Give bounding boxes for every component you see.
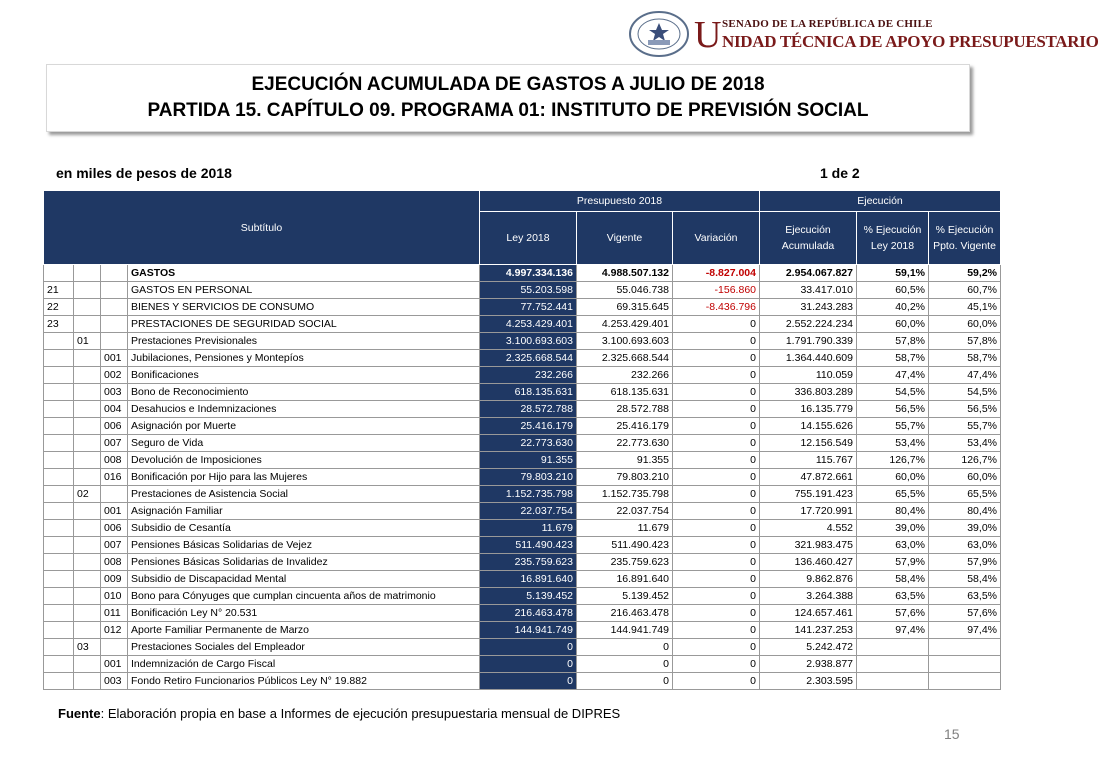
cell-pct-vigente: 59,2% [929, 265, 1001, 282]
cell-pct-ley: 57,9% [857, 554, 929, 571]
cell-vigente: 0 [577, 656, 673, 673]
page-title-line2: PARTIDA 15. CAPÍTULO 09. PROGRAMA 01: INSTITUTO DE PREVISIÓN SOCIAL [147, 100, 869, 121]
table-row [44, 486, 1001, 503]
cell-vigente: 235.759.623 [577, 554, 673, 571]
cell-denominacion: GASTOS EN PERSONAL [128, 282, 480, 299]
cell-subtitulo [44, 265, 74, 282]
cell-pct-vigente: 126,7% [929, 452, 1001, 469]
cell-item [74, 656, 101, 673]
cell-subtitulo [44, 469, 74, 486]
cell-item: 02 [74, 486, 101, 503]
cell-pct-ley: 57,6% [857, 605, 929, 622]
cell-item [74, 520, 101, 537]
cell-denominacion: Indemnización de Cargo Fiscal [128, 656, 480, 673]
cell-denominacion: Prestaciones Previsionales [128, 333, 480, 350]
header-presupuesto: Presupuesto 2018 [480, 191, 760, 212]
cell-vigente: 5.139.452 [577, 588, 673, 605]
header-pct-vigente: % Ejecución Ppto. Vigente [929, 212, 1001, 265]
table-row [44, 401, 1001, 418]
cell-pct-vigente: 65,5% [929, 486, 1001, 503]
cell-denominacion: GASTOS [128, 265, 480, 282]
cell-item: 01 [74, 333, 101, 350]
units-label: en miles de pesos de 2018 [56, 165, 232, 181]
cell-vigente: 1.152.735.798 [577, 486, 673, 503]
cell-variacion: 0 [673, 384, 760, 401]
cell-pct-vigente: 39,0% [929, 520, 1001, 537]
cell-subtitulo [44, 673, 74, 690]
cell-denominacion: Prestaciones de Asistencia Social [128, 486, 480, 503]
cell-denominacion: Asignación por Muerte [128, 418, 480, 435]
cell-ley: 216.463.478 [480, 605, 577, 622]
cell-subtitulo: 22 [44, 299, 74, 316]
cell-vigente: 144.941.749 [577, 622, 673, 639]
cell-ejecucion: 5.242.472 [760, 639, 857, 656]
cell-pct-ley: 80,4% [857, 503, 929, 520]
cell-subtitulo [44, 537, 74, 554]
cell-pct-ley: 53,4% [857, 435, 929, 452]
cell-asignacion: 003 [101, 673, 128, 690]
cell-pct-vigente: 54,5% [929, 384, 1001, 401]
header-ejec-acumulada: Ejecución Acumulada [760, 212, 857, 265]
cell-ejecucion: 336.803.289 [760, 384, 857, 401]
cell-subtitulo [44, 435, 74, 452]
cell-item [74, 503, 101, 520]
cell-asignacion: 003 [101, 384, 128, 401]
cell-subtitulo [44, 656, 74, 673]
cell-variacion: -156.860 [673, 282, 760, 299]
cell-ejecucion: 136.460.427 [760, 554, 857, 571]
cell-pct-vigente: 55,7% [929, 418, 1001, 435]
cell-asignacion: 008 [101, 554, 128, 571]
cell-ejecucion: 17.720.991 [760, 503, 857, 520]
cell-item [74, 571, 101, 588]
cell-variacion: 0 [673, 588, 760, 605]
cell-variacion: 0 [673, 656, 760, 673]
cell-ley: 235.759.623 [480, 554, 577, 571]
cell-denominacion: BIENES Y SERVICIOS DE CONSUMO [128, 299, 480, 316]
cell-ejecucion: 2.954.067.827 [760, 265, 857, 282]
org-line1: SENADO DE LA REPÚBLICA DE CHILE [722, 18, 933, 30]
table-row [44, 282, 1001, 299]
cell-vigente: 28.572.788 [577, 401, 673, 418]
cell-pct-vigente: 57,6% [929, 605, 1001, 622]
cell-ley: 0 [480, 639, 577, 656]
cell-pct-ley: 126,7% [857, 452, 929, 469]
cell-item [74, 316, 101, 333]
cell-ley: 0 [480, 656, 577, 673]
cell-item [74, 435, 101, 452]
cell-subtitulo [44, 384, 74, 401]
cell-pct-vigente [929, 673, 1001, 690]
cell-variacion: 0 [673, 673, 760, 690]
cell-ejecucion: 1.791.790.339 [760, 333, 857, 350]
cell-subtitulo [44, 605, 74, 622]
cell-ejecucion: 2.303.595 [760, 673, 857, 690]
cell-pct-vigente: 53,4% [929, 435, 1001, 452]
cell-ley: 5.139.452 [480, 588, 577, 605]
cell-asignacion: 001 [101, 350, 128, 367]
budget-table [43, 190, 1001, 690]
cell-denominacion: Pensiones Básicas Solidarias de Vejez [128, 537, 480, 554]
cell-asignacion [101, 316, 128, 333]
cell-pct-vigente: 58,7% [929, 350, 1001, 367]
cell-variacion: 0 [673, 367, 760, 384]
cell-ejecucion: 755.191.423 [760, 486, 857, 503]
cell-pct-ley: 57,8% [857, 333, 929, 350]
cell-denominacion: Bonificación Ley N° 20.531 [128, 605, 480, 622]
cell-ejecucion: 47.872.661 [760, 469, 857, 486]
cell-ejecucion: 2.552.224.234 [760, 316, 857, 333]
cell-asignacion: 006 [101, 520, 128, 537]
cell-ley: 16.891.640 [480, 571, 577, 588]
cell-vigente: 511.490.423 [577, 537, 673, 554]
cell-denominacion: Bono para Cónyuges que cumplan cincuenta años de matrimonio [128, 588, 480, 605]
cell-item [74, 367, 101, 384]
cell-pct-ley [857, 639, 929, 656]
source-label: Fuente [58, 706, 101, 721]
cell-asignacion: 001 [101, 503, 128, 520]
cell-item [74, 452, 101, 469]
cell-pct-ley: 56,5% [857, 401, 929, 418]
cell-item [74, 554, 101, 571]
cell-item [74, 418, 101, 435]
table-row [44, 350, 1001, 367]
cell-asignacion: 004 [101, 401, 128, 418]
cell-asignacion: 007 [101, 435, 128, 452]
table-row [44, 452, 1001, 469]
title-box [46, 64, 970, 132]
cell-vigente: 4.253.429.401 [577, 316, 673, 333]
cell-asignacion: 012 [101, 622, 128, 639]
cell-ejecucion: 16.135.779 [760, 401, 857, 418]
cell-pct-ley: 97,4% [857, 622, 929, 639]
cell-item [74, 282, 101, 299]
cell-variacion: 0 [673, 469, 760, 486]
page-number: 15 [944, 726, 960, 742]
cell-variacion: 0 [673, 622, 760, 639]
table-row [44, 656, 1001, 673]
cell-ejecucion: 4.552 [760, 520, 857, 537]
table-row [44, 605, 1001, 622]
cell-asignacion [101, 333, 128, 350]
cell-subtitulo [44, 333, 74, 350]
cell-variacion: 0 [673, 316, 760, 333]
cell-pct-vigente: 60,0% [929, 316, 1001, 333]
source-footer [58, 706, 620, 721]
cell-asignacion: 010 [101, 588, 128, 605]
cell-pct-ley: 60,0% [857, 316, 929, 333]
table-row [44, 384, 1001, 401]
cell-subtitulo [44, 520, 74, 537]
cell-ejecucion: 14.155.626 [760, 418, 857, 435]
cell-pct-vigente: 45,1% [929, 299, 1001, 316]
cell-ley: 4.253.429.401 [480, 316, 577, 333]
cell-asignacion [101, 486, 128, 503]
cell-variacion: -8.436.796 [673, 299, 760, 316]
cell-variacion: 0 [673, 350, 760, 367]
cell-ley: 28.572.788 [480, 401, 577, 418]
cell-asignacion: 007 [101, 537, 128, 554]
cell-ley: 2.325.668.544 [480, 350, 577, 367]
cell-subtitulo [44, 622, 74, 639]
cell-asignacion [101, 639, 128, 656]
cell-vigente: 79.803.210 [577, 469, 673, 486]
table-row [44, 469, 1001, 486]
cell-vigente: 55.046.738 [577, 282, 673, 299]
cell-asignacion: 009 [101, 571, 128, 588]
cell-denominacion: Devolución de Imposiciones [128, 452, 480, 469]
org-initial: U [694, 14, 722, 56]
cell-variacion: 0 [673, 401, 760, 418]
cell-pct-ley: 54,5% [857, 384, 929, 401]
cell-denominacion: Jubilaciones, Pensiones y Montepíos [128, 350, 480, 367]
table-row [44, 639, 1001, 656]
header-subtitulo: Subtítulo [44, 191, 480, 265]
table-row [44, 418, 1001, 435]
table-row [44, 299, 1001, 316]
page-title-line1: EJECUCIÓN ACUMULADA DE GASTOS A JULIO DE 2018 [251, 74, 765, 95]
cell-pct-ley: 39,0% [857, 520, 929, 537]
cell-item: 03 [74, 639, 101, 656]
cell-denominacion: Subsidio de Discapacidad Mental [128, 571, 480, 588]
cell-pct-ley: 58,4% [857, 571, 929, 588]
cell-ley: 11.679 [480, 520, 577, 537]
cell-pct-vigente: 63,0% [929, 537, 1001, 554]
cell-item [74, 265, 101, 282]
header-ejecucion: Ejecución [760, 191, 1001, 212]
cell-vigente: 2.325.668.544 [577, 350, 673, 367]
cell-subtitulo [44, 452, 74, 469]
cell-vigente: 0 [577, 639, 673, 656]
cell-vigente: 25.416.179 [577, 418, 673, 435]
cell-denominacion: Pensiones Básicas Solidarias de Invalidez [128, 554, 480, 571]
cell-vigente: 3.100.693.603 [577, 333, 673, 350]
header-variacion: Variación [673, 212, 760, 265]
cell-ejecucion: 124.657.461 [760, 605, 857, 622]
cell-asignacion: 006 [101, 418, 128, 435]
cell-ley: 22.773.630 [480, 435, 577, 452]
header-vigente: Vigente [577, 212, 673, 265]
table-row [44, 333, 1001, 350]
cell-vigente: 11.679 [577, 520, 673, 537]
cell-ejecucion: 2.938.877 [760, 656, 857, 673]
cell-asignacion: 001 [101, 656, 128, 673]
cell-denominacion: Aporte Familiar Permanente de Marzo [128, 622, 480, 639]
cell-variacion: 0 [673, 639, 760, 656]
cell-asignacion: 008 [101, 452, 128, 469]
cell-pct-ley: 59,1% [857, 265, 929, 282]
cell-pct-vigente [929, 656, 1001, 673]
cell-subtitulo [44, 350, 74, 367]
cell-denominacion: Prestaciones Sociales del Empleador [128, 639, 480, 656]
cell-variacion: 0 [673, 571, 760, 588]
cell-item [74, 401, 101, 418]
cell-pct-ley [857, 673, 929, 690]
cell-ley: 618.135.631 [480, 384, 577, 401]
cell-subtitulo: 21 [44, 282, 74, 299]
header-pct-ley: % Ejecución Ley 2018 [857, 212, 929, 265]
cell-vigente: 22.037.754 [577, 503, 673, 520]
cell-vigente: 69.315.645 [577, 299, 673, 316]
cell-vigente: 216.463.478 [577, 605, 673, 622]
cell-variacion: 0 [673, 452, 760, 469]
cell-pct-vigente: 97,4% [929, 622, 1001, 639]
cell-variacion: 0 [673, 554, 760, 571]
cell-subtitulo [44, 486, 74, 503]
table-row [44, 537, 1001, 554]
cell-denominacion: Bono de Reconocimiento [128, 384, 480, 401]
table-row [44, 316, 1001, 333]
cell-subtitulo [44, 554, 74, 571]
cell-pct-ley: 60,0% [857, 469, 929, 486]
table-row [44, 554, 1001, 571]
cell-asignacion: 016 [101, 469, 128, 486]
cell-ley: 232.266 [480, 367, 577, 384]
cell-item [74, 673, 101, 690]
cell-ley: 144.941.749 [480, 622, 577, 639]
cell-ejecucion: 9.862.876 [760, 571, 857, 588]
cell-ejecucion: 3.264.388 [760, 588, 857, 605]
cell-variacion: 0 [673, 537, 760, 554]
cell-variacion: 0 [673, 486, 760, 503]
cell-ejecucion: 110.059 [760, 367, 857, 384]
cell-denominacion: Fondo Retiro Funcionarios Públicos Ley N° 19.882 [128, 673, 480, 690]
cell-asignacion: 011 [101, 605, 128, 622]
table-row [44, 435, 1001, 452]
table-row [44, 622, 1001, 639]
cell-pct-ley: 58,7% [857, 350, 929, 367]
cell-pct-ley: 55,7% [857, 418, 929, 435]
cell-pct-ley: 47,4% [857, 367, 929, 384]
cell-vigente: 16.891.640 [577, 571, 673, 588]
cell-ley: 91.355 [480, 452, 577, 469]
cell-pct-vigente: 63,5% [929, 588, 1001, 605]
table-row [44, 367, 1001, 384]
cell-asignacion [101, 282, 128, 299]
cell-pct-vigente: 57,8% [929, 333, 1001, 350]
cell-pct-ley [857, 656, 929, 673]
cell-pct-vigente: 58,4% [929, 571, 1001, 588]
cell-item [74, 622, 101, 639]
cell-subtitulo [44, 367, 74, 384]
cell-ley: 511.490.423 [480, 537, 577, 554]
table-row [44, 673, 1001, 690]
cell-subtitulo [44, 401, 74, 418]
cell-variacion: 0 [673, 605, 760, 622]
cell-variacion: 0 [673, 503, 760, 520]
cell-denominacion: Subsidio de Cesantía [128, 520, 480, 537]
cell-pct-vigente: 47,4% [929, 367, 1001, 384]
cell-item [74, 469, 101, 486]
table-row [44, 265, 1001, 282]
cell-ley: 77.752.441 [480, 299, 577, 316]
cell-ley: 55.203.598 [480, 282, 577, 299]
table-row [44, 571, 1001, 588]
cell-denominacion: Asignación Familiar [128, 503, 480, 520]
cell-denominacion: Seguro de Vida [128, 435, 480, 452]
cell-item [74, 299, 101, 316]
cell-vigente: 91.355 [577, 452, 673, 469]
cell-ejecucion: 141.237.253 [760, 622, 857, 639]
cell-item [74, 384, 101, 401]
cell-ley: 25.416.179 [480, 418, 577, 435]
cell-ley: 22.037.754 [480, 503, 577, 520]
cell-vigente: 4.988.507.132 [577, 265, 673, 282]
header-ley: Ley 2018 [480, 212, 577, 265]
cell-pct-vigente: 60,7% [929, 282, 1001, 299]
cell-variacion: 0 [673, 520, 760, 537]
cell-variacion: 0 [673, 418, 760, 435]
cell-variacion: 0 [673, 435, 760, 452]
table-row [44, 588, 1001, 605]
cell-subtitulo: 23 [44, 316, 74, 333]
senado-seal-logo [628, 10, 690, 58]
cell-denominacion: Bonificaciones [128, 367, 480, 384]
cell-pct-ley: 65,5% [857, 486, 929, 503]
cell-subtitulo [44, 503, 74, 520]
cell-pct-vigente [929, 639, 1001, 656]
cell-asignacion [101, 265, 128, 282]
cell-pct-vigente: 57,9% [929, 554, 1001, 571]
cell-pct-ley: 60,5% [857, 282, 929, 299]
page-of-label: 1 de 2 [820, 165, 860, 181]
cell-item [74, 350, 101, 367]
source-text: : Elaboración propia en base a Informes de ejecución presupuestaria mensual de DIPRES [100, 706, 621, 721]
cell-asignacion: 002 [101, 367, 128, 384]
cell-denominacion: PRESTACIONES DE SEGURIDAD SOCIAL [128, 316, 480, 333]
cell-pct-vigente: 60,0% [929, 469, 1001, 486]
cell-item [74, 588, 101, 605]
cell-ejecucion: 12.156.549 [760, 435, 857, 452]
table-row [44, 520, 1001, 537]
cell-pct-vigente: 56,5% [929, 401, 1001, 418]
cell-subtitulo [44, 571, 74, 588]
cell-ejecucion: 31.243.283 [760, 299, 857, 316]
cell-ley: 4.997.334.136 [480, 265, 577, 282]
cell-ley: 79.803.210 [480, 469, 577, 486]
cell-subtitulo [44, 588, 74, 605]
cell-pct-ley: 63,0% [857, 537, 929, 554]
cell-ejecucion: 115.767 [760, 452, 857, 469]
cell-variacion: 0 [673, 333, 760, 350]
cell-ley: 1.152.735.798 [480, 486, 577, 503]
org-line2: NIDAD TÉCNICA DE APOYO PRESUPUESTARIO [722, 32, 1099, 51]
cell-ley: 0 [480, 673, 577, 690]
cell-vigente: 618.135.631 [577, 384, 673, 401]
cell-asignacion [101, 299, 128, 316]
cell-pct-vigente: 80,4% [929, 503, 1001, 520]
cell-item [74, 537, 101, 554]
cell-vigente: 0 [577, 673, 673, 690]
cell-item [74, 605, 101, 622]
cell-pct-ley: 63,5% [857, 588, 929, 605]
budget-table-body [44, 265, 1001, 690]
cell-ejecucion: 33.417.010 [760, 282, 857, 299]
cell-pct-ley: 40,2% [857, 299, 929, 316]
cell-denominacion: Desahucios e Indemnizaciones [128, 401, 480, 418]
cell-vigente: 232.266 [577, 367, 673, 384]
cell-vigente: 22.773.630 [577, 435, 673, 452]
cell-denominacion: Bonificación por Hijo para las Mujeres [128, 469, 480, 486]
cell-ley: 3.100.693.603 [480, 333, 577, 350]
cell-subtitulo [44, 639, 74, 656]
cell-ejecucion: 1.364.440.609 [760, 350, 857, 367]
cell-subtitulo [44, 418, 74, 435]
cell-ejecucion: 321.983.475 [760, 537, 857, 554]
cell-variacion: -8.827.004 [673, 265, 760, 282]
table-row [44, 503, 1001, 520]
